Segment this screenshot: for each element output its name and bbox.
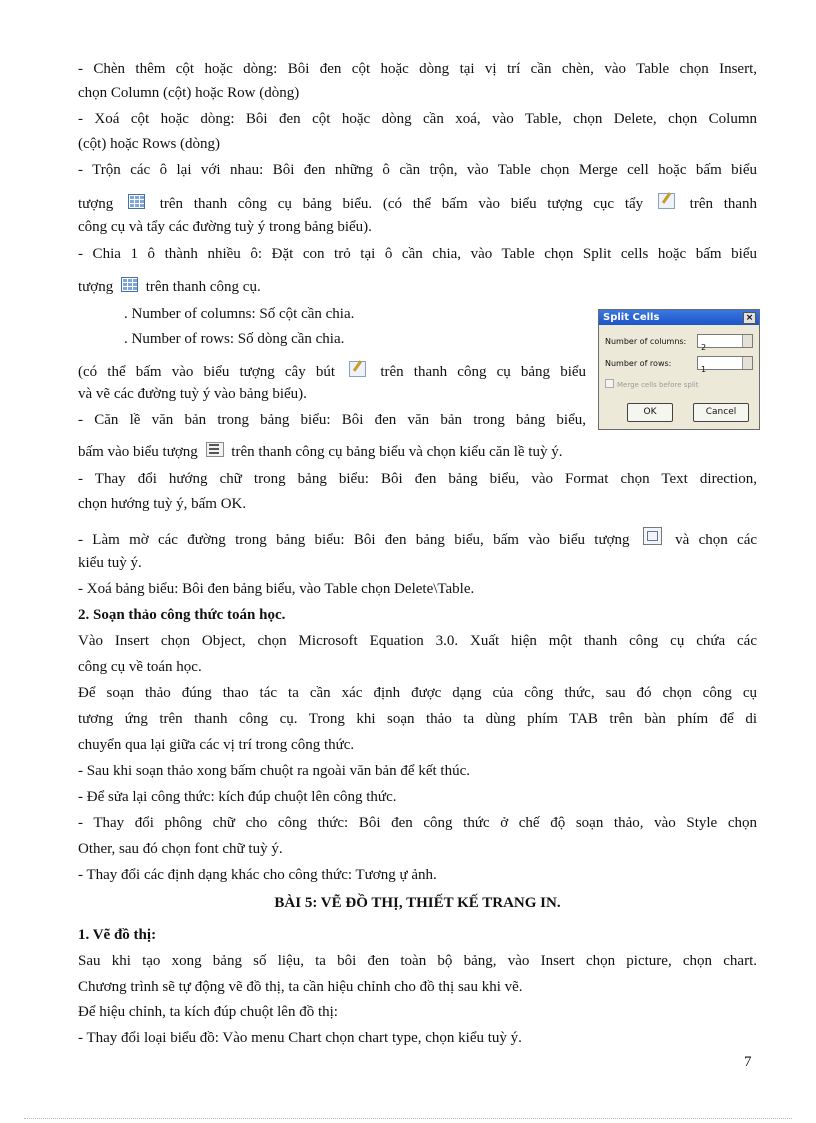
lesson-title: BÀI 5: VẼ ĐỒ THỊ, THIẾT KẾ TRANG IN. (274, 895, 561, 911)
merge-cells-icon (128, 194, 145, 209)
text-line: Vào Insert chọn Object, chọn Microsoft Equation 3.0. Xuất hiện một thanh công cụ chứa các (78, 633, 757, 649)
spinner-arrows-icon[interactable] (742, 335, 752, 347)
section-heading: 1. Vẽ đồ thị: (78, 927, 157, 943)
text-line: công cụ về toán học. (78, 659, 202, 675)
page-number: 7 (744, 1054, 752, 1070)
text-line: chuyển qua lại giữa các vị trí trong công thức. (78, 737, 355, 753)
cancel-button[interactable]: Cancel (693, 403, 749, 422)
close-icon[interactable]: × (743, 312, 756, 324)
eraser-icon (658, 193, 675, 209)
text-line: - Thay đổi phông chữ cho công thức: Bôi đen công thức ở chế độ soạn thảo, vào Style chọn (78, 815, 757, 831)
text-fragment: bấm vào biểu tượng (78, 444, 198, 460)
text-fragment: trên thanh (689, 196, 758, 212)
text-line (78, 442, 757, 462)
list-item: . Number of rows: Số dòng cần chia. (124, 331, 345, 347)
text-line (78, 277, 757, 297)
text-line: - Chia 1 ô thành nhiều ô: Đặt con trỏ tại ô cần chia, vào Table chọn Split cells hoặc bấm biểu (78, 246, 757, 262)
dialog-title: Split Cells (603, 312, 660, 323)
text-line: công cụ và tẩy các đường tuỳ ý trong bảng biểu). (78, 219, 372, 235)
text-line: - Thay đổi hướng chữ trong bảng biểu: Bôi đen bảng biểu, vào Format chọn Text direction, (78, 471, 757, 487)
rows-spinner[interactable] (697, 356, 753, 374)
text-line: tương ứng trên thanh công cụ. Trong khi soạn thảo ta dùng phím TAB trên bàn phím để di (78, 711, 757, 727)
spinner-arrows-icon[interactable] (742, 357, 752, 369)
merge-cells-checkbox[interactable] (605, 379, 698, 389)
text-line: Để soạn thảo đúng thao tác ta cần xác định được dạng của công thức, sau đó chọn công cụ (78, 685, 757, 701)
text-fragment: trên thanh công cụ bảng biểu (380, 364, 587, 380)
rows-label: Number of rows: (605, 359, 672, 368)
columns-value: 2 (701, 343, 707, 352)
text-line: - Thay đổi các định dạng khác cho công thức: Tương ự ảnh. (78, 867, 437, 883)
text-line: - Xoá cột hoặc dòng: Bôi đen cột hoặc dòng cần xoá, vào Table, chọn Delete, chọn Column (78, 111, 757, 127)
text-fragment: tượng (78, 279, 114, 295)
text-fragment: tượng (78, 196, 114, 212)
text-line: Other, sau đó chọn font chữ tuỳ ý. (78, 841, 283, 857)
rows-value: 1 (701, 365, 707, 374)
text-line: kiểu tuỳ ý. (78, 555, 142, 571)
text-line: Để hiệu chỉnh, ta kích đúp chuột lên đồ thị: (78, 1004, 338, 1020)
split-cells-icon (121, 277, 138, 292)
text-line: - Chèn thêm cột hoặc dòng: Bôi đen cột hoặc dòng tại vị trí cần chèn, vào Table chọn Insert, (78, 61, 757, 77)
text-line: - Căn lề văn bản trong bảng biểu: Bôi đen văn bản trong bảng biểu, (78, 412, 586, 428)
dialog-title-bar (599, 310, 759, 325)
list-item: . Number of columns: Số cột cần chia. (124, 306, 355, 322)
text-line: Chương trình sẽ tự động vẽ đồ thị, ta cần hiệu chỉnh cho đồ thị sau khi vẽ. (78, 979, 523, 995)
merge-cells-label: Merge cells before split (617, 381, 699, 389)
text-line: (cột) hoặc Rows (dòng) (78, 136, 221, 152)
cell-alignment-icon (206, 442, 224, 457)
text-fragment: - Làm mờ các đường trong bảng biểu: Bôi đen bảng biểu, bấm vào biểu tượng (78, 532, 630, 548)
text-line (78, 361, 586, 382)
split-cells-dialog (598, 309, 760, 430)
text-fragment: và chọn các (675, 532, 758, 548)
text-line: và vẽ các đường tuỳ ý vào bảng biểu). (78, 386, 307, 402)
section-heading: 2. Soạn thảo công thức toán học. (78, 607, 286, 623)
text-fragment: trên thanh công cụ bảng biểu. (có thể bấm vào biểu tượng cục tẩy (159, 196, 644, 212)
text-line: Sau khi tạo xong bảng số liệu, ta bôi đen toàn bộ bảng, vào Insert chọn picture, chọn chart. (78, 953, 757, 969)
text-line: - Thay đổi loại biểu đồ: Vào menu Chart chọn chart type, chọn kiểu tuỳ ý. (78, 1030, 522, 1046)
text-fragment: trên thanh công cụ bảng biểu và chọn kiểu căn lề tuỳ ý. (231, 444, 563, 460)
borders-icon (643, 527, 662, 545)
text-line: chọn Column (cột) hoặc Row (dòng) (78, 85, 300, 101)
text-line: - Xoá bảng biểu: Bôi đen bảng biểu, vào Table chọn Delete\Table. (78, 581, 475, 597)
page-divider (24, 1118, 792, 1119)
columns-spinner[interactable] (697, 334, 753, 352)
text-fragment: trên thanh công cụ. (145, 279, 261, 295)
text-line (78, 193, 757, 214)
text-line: chọn hướng tuỳ ý, bấm OK. (78, 496, 247, 512)
text-fragment: (có thể bấm vào biểu tượng cây bút (78, 364, 336, 380)
text-line: - Để sửa lại công thức: kích đúp chuột lên công thức. (78, 789, 397, 805)
draw-table-icon (349, 361, 366, 377)
text-line: - Trộn các ô lại với nhau: Bôi đen những ô cần trộn, vào Table chọn Merge cell hoặc bấm biểu (78, 162, 757, 178)
ok-button[interactable]: OK (627, 403, 673, 422)
text-line: - Sau khi soạn thảo xong bấm chuột ra ngoài văn bản để kết thúc. (78, 763, 470, 779)
text-line (78, 527, 757, 550)
columns-label: Number of columns: (605, 337, 687, 346)
checkbox-icon (605, 379, 614, 388)
